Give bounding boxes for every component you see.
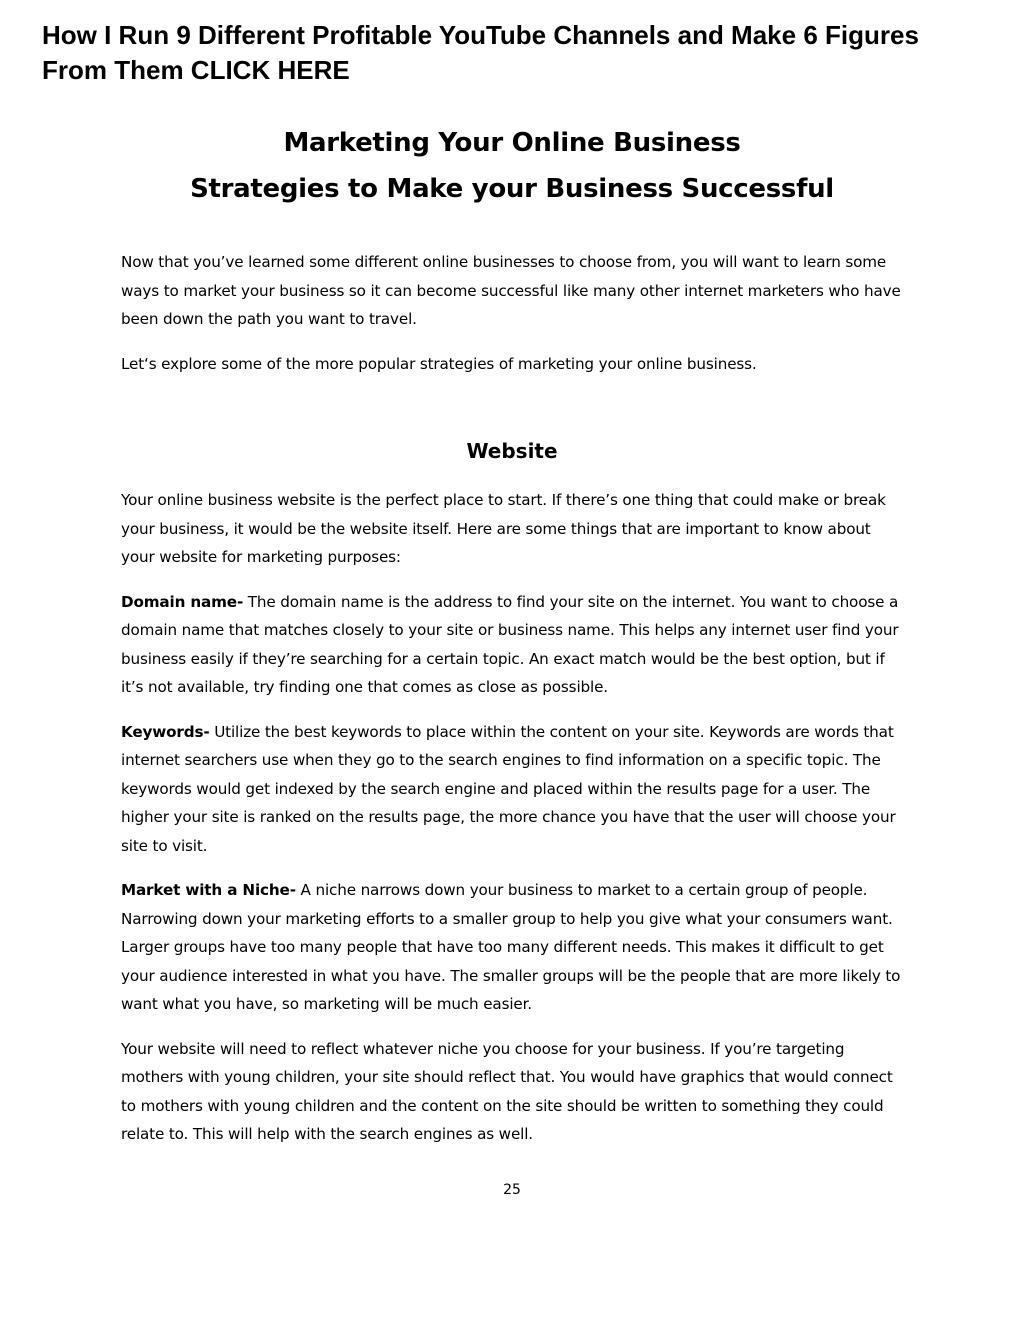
section-heading: Website — [466, 439, 558, 463]
keywords-paragraph — [121, 718, 903, 861]
document-subtitle: Strategies to Make your Business Successful — [190, 174, 834, 204]
niche-paragraph — [121, 876, 903, 1019]
closing-paragraph: Your website will need to reflect whatever niche you choose for your business. If you’re targeting mothers with young children, your site should reflect that. You would have graphics that would connect to mothers with young children and the content on the site should be written to something they could relate to. This will help with the search engines as well. — [121, 1039, 893, 1143]
keywords-term: Keywords- — [121, 722, 210, 741]
niche-text: A niche narrows down your business to market to a certain group of people. Narrowing down your marketing efforts to a smaller group to help you give what your consumers want. Larger groups have too many people that have too many different needs. This makes it difficult to get your audience interested in what you have. The smaller groups will be the people that are more likely to want what you have, so marketing will be much easier. — [121, 881, 901, 1013]
niche-term: Market with a Niche- — [121, 881, 296, 899]
document-title: Marketing Your Online Business — [283, 128, 741, 158]
domain-name-term: Domain name- — [121, 592, 244, 611]
page-number: 25 — [503, 1182, 521, 1198]
promo-banner-link[interactable]: How I Run 9 Different Profitable YouTube Channels and Make 6 Figures From Them CLICK HERE — [42, 20, 919, 85]
intro-paragraph: Now that you’ve learned some different online businesses to choose from, you will want to learn some ways to market your business so it can become successful like many other internet marketers who have been down the path you want to travel. — [121, 253, 901, 328]
domain-name-text: The domain name is the address to find your site on the internet. You want to choose a domain name that matches closely to your site or business name. This helps any internet user find your business easily if they’re searching for a certain topic. An exact match would be the best option, but if it’s not available, try finding one that comes as close as possible. — [121, 592, 899, 696]
section-intro-paragraph: Your online business website is the perfect place to start. If there’s one thing that could make or break your business, it would be the website itself. Here are some things that are important to know about your website for marketing purposes: — [121, 491, 886, 566]
domain-name-paragraph — [121, 588, 903, 702]
keywords-text: Utilize the best keywords to place within the content on your site. Keywords are words that internet searchers use when they go to the search engines to find information on a specific topic. The keywords would get indexed by the search engine and placed within the results page for a user. The higher your site is ranked on the results page, the more chance you have that the user will choose your site to visit. — [121, 722, 896, 855]
document-page — [121, 120, 903, 1149]
intro-paragraph: Let‘s explore some of the more popular strategies of marketing your online business. — [121, 354, 757, 373]
